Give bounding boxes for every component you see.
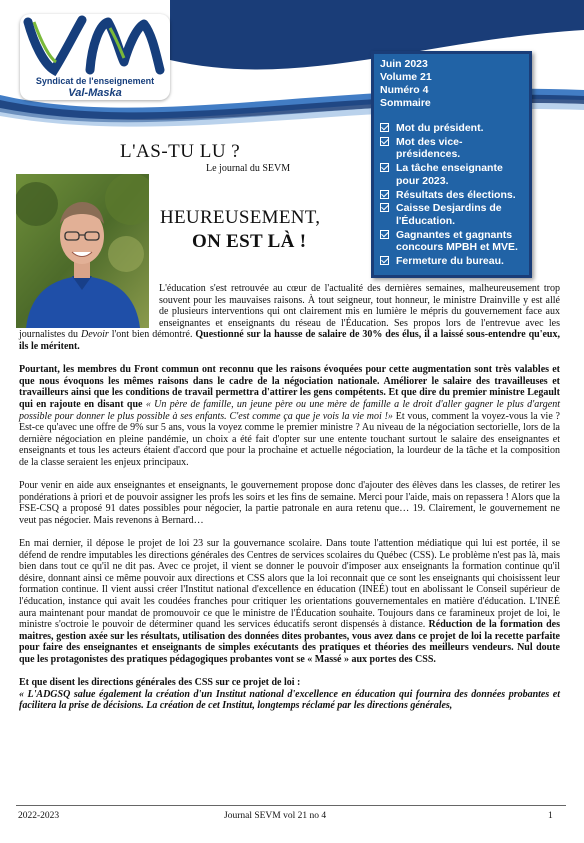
footer-journal: Journal SEVM vol 21 no 4 bbox=[224, 811, 327, 821]
article-paragraph bbox=[19, 538, 560, 666]
footer-page-number: 1 bbox=[548, 811, 553, 821]
logo-org-name: Syndicat de l'enseignement bbox=[35, 76, 155, 86]
sommaire-item: Mot des vice-présidences. bbox=[380, 136, 523, 161]
issue-date: Juin 2023 bbox=[380, 58, 428, 70]
article-text: Questionné sur la hausse de salaire de 30% des élus, il a laissé sous-entendre qu'eux, ils le méritent. bbox=[19, 329, 560, 352]
headline-line1: HEUREUSEMENT, bbox=[160, 207, 321, 228]
checkbox-icon bbox=[380, 123, 389, 132]
sommaire-item: Fermeture du bureau. bbox=[380, 255, 523, 268]
sommaire-item: Résultats des élections. bbox=[380, 189, 523, 202]
journal-subtitle: Le journal du SEVM bbox=[206, 163, 291, 174]
sommaire-item: Mot du président. bbox=[380, 122, 523, 135]
article-paragraph bbox=[19, 364, 560, 468]
checkbox-icon bbox=[380, 256, 389, 265]
article-paragraph bbox=[19, 480, 560, 526]
checkbox-icon bbox=[380, 203, 389, 212]
article-text: « Un père de famille, un jeune père ou une mère de famille a le droit d'aller gagner le plus d'argent possible pour donner le plus possible à ses enfants. C'est comme ça que je vois la vie moi !» bbox=[19, 398, 560, 422]
sommaire-title: Sommaire bbox=[380, 97, 431, 109]
article-text: Devoir bbox=[81, 329, 109, 341]
sommaire-list bbox=[380, 122, 523, 268]
checkbox-icon bbox=[380, 163, 389, 172]
article-text: « L'ADGSQ salue également la création d'un Institut national d'excellence en éducation qui fournira des données probantes et facilitera la prise de décisions. La création de cet Institut, longtemps réclamé par les directions générales, bbox=[19, 688, 560, 712]
photo-spacer bbox=[19, 283, 159, 329]
article-text: Pourtant, les membres du Front commun ont reconnu que les raisons évoquées pour cette augmentation sont très valables et que nous évoquons les mêmes raisons dans le cadre de la négociation nationale. Améliorer le salaire des travailleuses et travailleurs ainsi que les conditions de travail permettra d'attirer les gens compétents. Et que dire du premier ministre Legault qui en rajoute en disant que bbox=[19, 364, 560, 410]
article-text: En mai dernier, il dépose le projet de loi 23 sur la gouvernance scolaire. Dans toute l'attention médiatique qui lui est portée, il se défend de rendre imputables les directions générales des Centres de services scolaires du Québec (CSS). Le problème n'est pas là, mais bien dans tout ce qu'il ne dit pas. Avec ce projet, il vient se donner le pouvoir d'imposer aux enseignants la formation continue qu'il désire, donnant ainsi ce même pouvoir aux directions et CSS alors que la loi reconnait que ce sont les enseignants qui choisissent leur formation continue. Il vient aussi créer l'Institut national d'excellence en éducation (INEÉ) tout en abolissant le Conseil supérieur de l'éducation, instance qui avait les coudées franches pour critiquer les orientations gouvernementales en matière d'éducation. L'INEÉ aura maintenant pour mandat de promouvoir ce que le ministre de l'Éducation souhaite. Toujours dans ce faramineux projet de loi, le ministre s'octroie le pouvoir de déterminer quand les services éducatifs seront dispensés à distance. bbox=[19, 538, 560, 631]
article-text: L'éducation s'est retrouvée au cœur de l'actualité des dernières semaines, malheureusement trop souvent pour les mauvaises raisons. À tout seigneur, tout honneur, le ministre Drainville y est allé de plusieurs interventions qui ont clairement mis en lumière le mépris du gouvernement face aux enseignantes et enseignants du réseau de l'Éducation. Ses propos lors de l'entrevue avec les journalistes du bbox=[19, 283, 560, 341]
logo-vm-mark bbox=[20, 14, 170, 76]
article-text: Et vous, comment la voyez-vous la vie ? Est-ce qu'avec une offre de 9% sur 5 ans, vous la voyez comme le premier ministre ? Au niveau de la négociation sectorielle, lors de la dernière négociation en pleine pandémie, un choix a été fait d'opter sur une entente touchant surtout le salaire des enseignantes et enseignants et tous les acteurs étaient d'accord que pour la prochaine et actuelle négociation, la lourdeur de la tâche et la composition de la classe seraient les enjeux principaux. bbox=[19, 410, 560, 468]
article-text: Réduction de la formation des maitres, gestion axée sur les résultats, utilisation des données dites probantes, vous avez dans ce projet de loi la recette parfaite pour faire des enseignantes et enseignants de simples exécutants des pratiques et théories des meilleurs vendeurs. Nul doute que les protagonistes des pratiques pédagogiques probantes vont se « Massé » aux portes des CSS. bbox=[19, 619, 560, 665]
article-body bbox=[19, 283, 560, 712]
sommaire-item: La tâche enseignante pour 2023. bbox=[380, 162, 523, 187]
journal-title: L'AS-TU LU ? bbox=[120, 141, 241, 162]
checkbox-icon bbox=[380, 137, 389, 146]
sommaire-item: Caisse Desjardins de l'Éducation. bbox=[380, 202, 523, 227]
issue-number: Numéro 4 bbox=[380, 84, 429, 96]
sommaire-box bbox=[371, 51, 532, 278]
issue-volume: Volume 21 bbox=[380, 71, 432, 83]
sommaire-item: Gagnantes et gagnants concours MPBH et MVE. bbox=[380, 229, 523, 254]
headline-line2: ON EST LÀ ! bbox=[192, 231, 307, 252]
footer-divider bbox=[16, 805, 566, 806]
footer-year: 2022-2023 bbox=[18, 811, 60, 821]
logo-region-name: Val-Maska bbox=[68, 87, 122, 99]
logo bbox=[20, 14, 170, 100]
article-text: l'ont bien démontré. bbox=[108, 329, 196, 341]
checkbox-icon bbox=[380, 190, 389, 199]
article-text: Pour venir en aide aux enseignantes et enseignants, le gouvernement propose donc d'ajouter des élèves dans les classes, de retirer les pondérations à priori et de pouvoir assigner les profs les soirs et les fins de semaine. Merci pour l'aide, mais on repassera ! Alors que la FSE-CSQ a proposé 91 dates possibles pour négocier, la partie patronale en aura retenu que… 19. Clairement, le gouvernement ne veut pas négocier. Mais revenons à Bernard… bbox=[19, 480, 560, 526]
article-paragraph bbox=[19, 677, 560, 712]
article-text: Et que disent les directions générales des CSS sur ce projet de loi : bbox=[19, 677, 301, 689]
